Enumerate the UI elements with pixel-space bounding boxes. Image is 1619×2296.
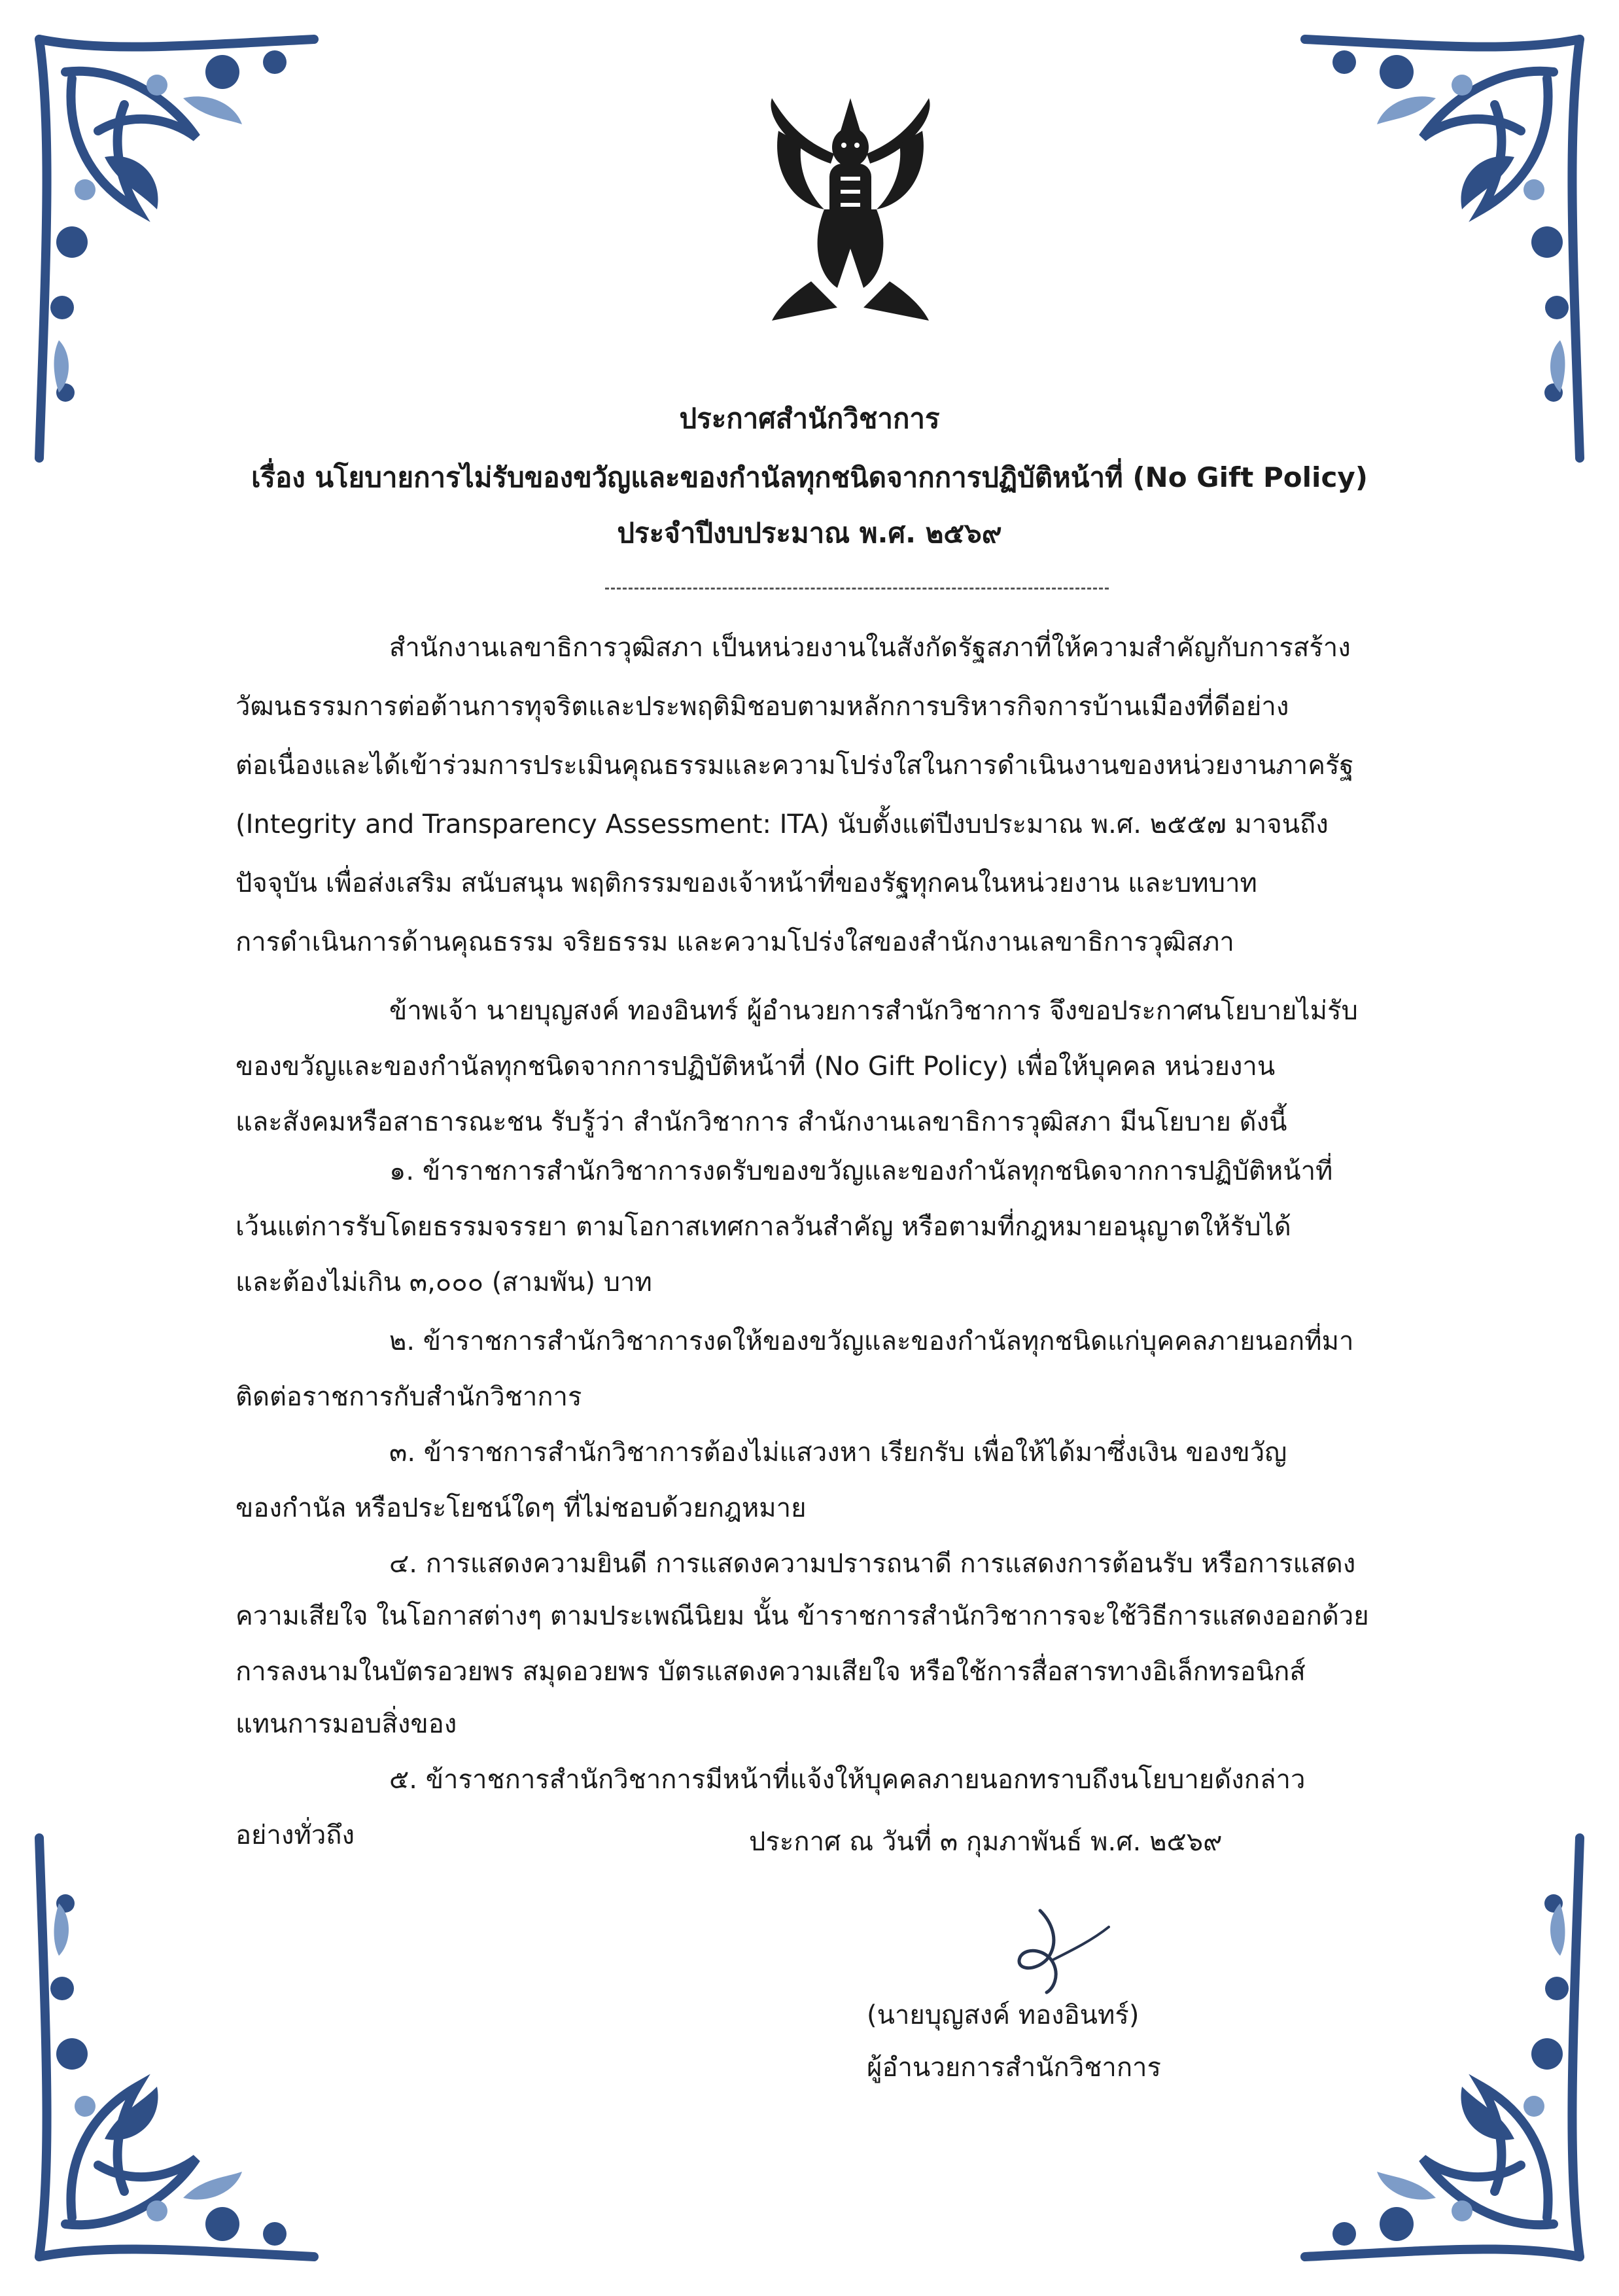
announcement-subject: เรื่อง นโยบายการไม่รับของขวัญและของกำนัลทุกชนิดจากการปฏิบัติหน้าที่ (No Gift Policy) <box>251 461 1368 493</box>
policy-item-line: เว้นแต่การรับโดยธรรมจรรยา ตามโอกาสเทศกาลวันสำคัญ หรือตามที่กฎหมายอนุญาตให้รับได้ <box>235 1212 1291 1242</box>
paragraph-line: ต่อเนื่องและได้เข้าร่วมการประเมินคุณธรรมและความโปร่งใสในการดำเนินงานของหน่วยงานภาครัฐ <box>235 751 1354 781</box>
dashed-divider <box>605 588 1109 590</box>
announcement-date: ประกาศ ณ วันที่ ๓ กุมภาพันธ์ พ.ศ. ๒๕๖๙ <box>749 1827 1223 1857</box>
paragraph-line: ข้าพเจ้า นายบุญสงค์ ทองอินทร์ ผู้อำนวยการสำนักวิชาการ จึงขอประกาศนโยบายไม่รับ <box>389 996 1358 1026</box>
policy-item-2: ๒. ข้าราชการสำนักวิชาการงดให้ของขวัญและของกำนัลทุกชนิดแก่บุคคลภายนอกที่มา <box>389 1326 1354 1356</box>
paragraph-line: การดำเนินการด้านคุณธรรม จริยธรรม และความโปร่งใสของสำนักงานเลขาธิการวุฒิสภา <box>235 927 1234 957</box>
signer-title: ผู้อำนวยการสำนักวิชาการ <box>867 2053 1161 2083</box>
policy-item-line: อย่างทั่วถึง <box>235 1820 355 1850</box>
corner-ornament-bottom-left <box>26 1812 327 2270</box>
policy-item-4: ๔. การแสดงความยินดี การแสดงความปรารถนาดี การแสดงการต้อนรับ หรือการแสดง <box>389 1549 1356 1579</box>
policy-item-line: และต้องไม่เกิน ๓,๐๐๐ (สามพัน) บาท <box>235 1267 652 1298</box>
policy-item-line: การลงนามในบัตรอวยพร สมุดอวยพร บัตรแสดงความเสียใจ หรือใช้การสื่อสารทางอิเล็กทรอนิกส์ <box>235 1657 1306 1687</box>
policy-item-line: ของกำนัล หรือประโยชน์ใดๆ ที่ไม่ชอบด้วยกฎหมาย <box>235 1493 807 1523</box>
announcement-title: ประกาศสำนักวิชาการ <box>679 402 940 434</box>
garuda-emblem <box>752 92 949 327</box>
policy-item-line: ความเสียใจ ในโอกาสต่างๆ ตามประเพณีนิยม นั้น ข้าราชการสำนักวิชาการจะใช้วิธีการแสดงออกด้วย <box>235 1601 1369 1631</box>
paragraph-line: และสังคมหรือสาธารณะชน รับรู้ว่า สำนักวิชาการ สำนักงานเลขาธิการวุฒิสภา มีนโยบาย ดังนี้ <box>235 1107 1287 1137</box>
policy-item-line: แทนการมอบสิ่งของ <box>235 1709 457 1739</box>
handwritten-signature <box>955 1898 1119 1996</box>
announcement-fiscal-year: ประจำปีงบประมาณ พ.ศ. ๒๕๖๙ <box>617 517 1002 549</box>
paragraph-line: ปัจจุบัน เพื่อส่งเสริม สนับสนุน พฤติกรรมของเจ้าหน้าที่ของรัฐทุกคนในหน่วยงาน และบทบาท <box>235 868 1257 898</box>
signer-name: (นายบุญสงค์ ทองอินทร์) <box>867 2000 1140 2030</box>
policy-item-3: ๓. ข้าราชการสำนักวิชาการต้องไม่แสวงหา เรียกรับ เพื่อให้ได้มาซึ่งเงิน ของขวัญ <box>389 1438 1287 1468</box>
paragraph-line: ของขวัญและของกำนัลทุกชนิดจากการปฏิบัติหน้าที่ (No Gift Policy) เพื่อให้บุคคล หน่วยงาน <box>235 1051 1276 1082</box>
paragraph-line: (Integrity and Transparency Assessment: ITA) นับตั้งแต่ปีงบประมาณ พ.ศ. ๒๕๕๗ มาจนถึง <box>235 809 1329 839</box>
policy-item-5: ๕. ข้าราชการสำนักวิชาการมีหน้าที่แจ้งให้บุคคลภายนอกทราบถึงนโยบายดังกล่าว <box>389 1765 1306 1795</box>
policy-item-1: ๑. ข้าราชการสำนักวิชาการงดรับของขวัญและของกำนัลทุกชนิดจากการปฏิบัติหน้าที่ <box>389 1156 1333 1186</box>
policy-item-line: ติดต่อราชการกับสำนักวิชาการ <box>235 1382 582 1412</box>
paragraph-line: วัฒนธรรมการต่อต้านการทุจริตและประพฤติมิชอบตามหลักการบริหารกิจการบ้านเมืองที่ดีอย่าง <box>235 692 1289 722</box>
corner-ornament-bottom-right <box>1292 1812 1593 2270</box>
paragraph-line: สำนักงานเลขาธิการวุฒิสภา เป็นหน่วยงานในสังกัดรัฐสภาที่ให้ความสำคัญกับการสร้าง <box>389 633 1351 663</box>
